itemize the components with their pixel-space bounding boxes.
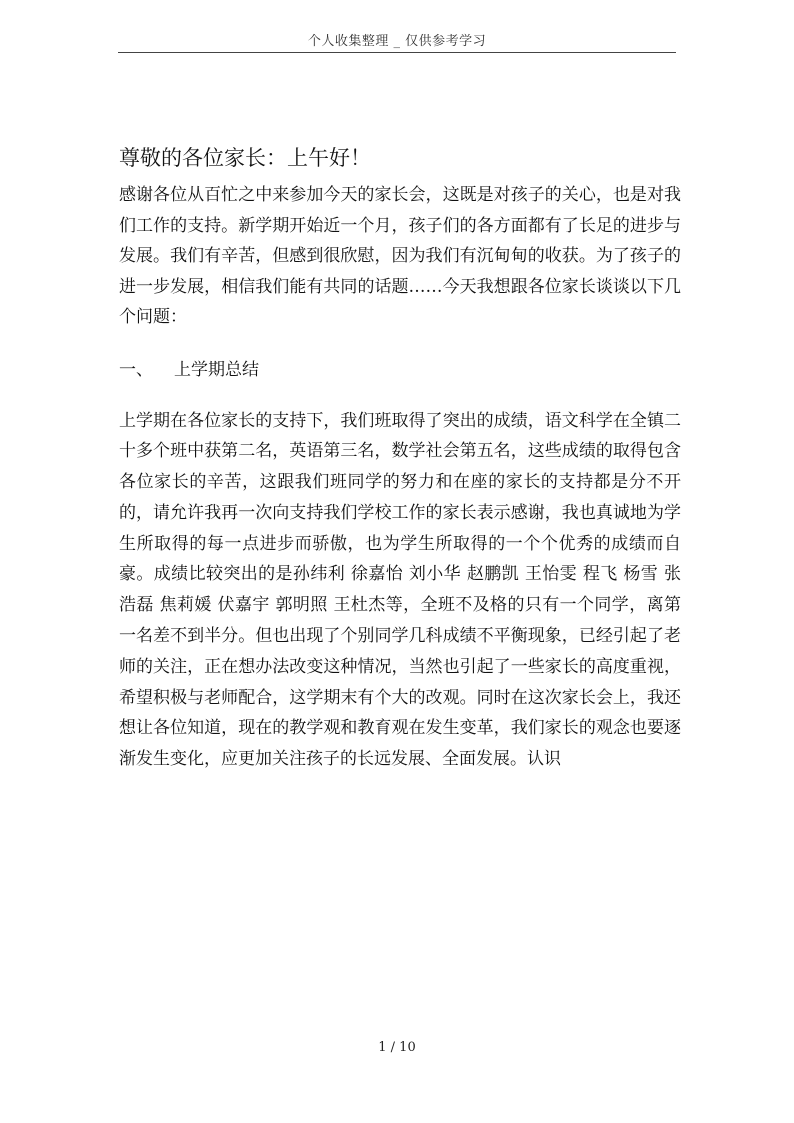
body-paragraph: 上学期在各位家长的支持下，我们班取得了突出的成绩，语文科学在全镇二十多个班中获第二名，英语第三名，数学社会第五名，这些成绩的取得包含各位家长的辛苦，这跟我们班同学的努力和在座的家长的支持都是分不开的，请允许我再一次向支持我们学校工作的家长表示感谢，我也真诚地为学生所取得的每一点进步而骄傲，也为学生所取得的一个个优秀的成绩而自豪。成绩比较突出的是孙纬利 徐嘉怡 刘小华 赵鹏凯 王怡雯 程飞 杨雪 张浩磊 焦莉媛 伏嘉宇 郭明照 王杜杰等，全班不及格的只有一个同学，离第一名差不到半分。但也出现了个别同学几科成绩不平衡现象，已经引起了老师的关注，正在想办法改变这种情况，当然也引起了一些家长的高度重视，希望积极与老师配合，这学期末有个大的改观。同时在这次家长会上，我还想让各位知道，现在的教学观和教育观在发生变革，我们家长的观念也要逐渐发生变化，应更加关注孩子的长远发展、全面发展。认识 bbox=[119, 410, 681, 770]
page-number: 1 / 10 bbox=[378, 1040, 416, 1055]
header-divider bbox=[118, 52, 676, 53]
greeting-heading: 尊敬的各位家长：上午好！ bbox=[119, 146, 371, 170]
intro-paragraph: 感谢各位从百忙之中来参加今天的家长会，这既是对孩子的关心，也是对我们工作的支持。新学期开始近一个月，孩子们的各方面都有了长足的进步与发展。我们有辛苦，但感到很欣慰，因为我们有沉甸甸的收获。为了孩子的进一步发展，相信我们能有共同的话题……今天我想跟各位家长谈谈以下几个问题： bbox=[119, 185, 681, 327]
section-number: 一、 bbox=[119, 359, 153, 380]
section-title: 上学期总结 bbox=[174, 359, 259, 380]
page-header: 个人收集整理 _ 仅供参考学习 bbox=[307, 34, 487, 49]
document-body bbox=[119, 138, 681, 775]
section-heading bbox=[119, 355, 681, 385]
